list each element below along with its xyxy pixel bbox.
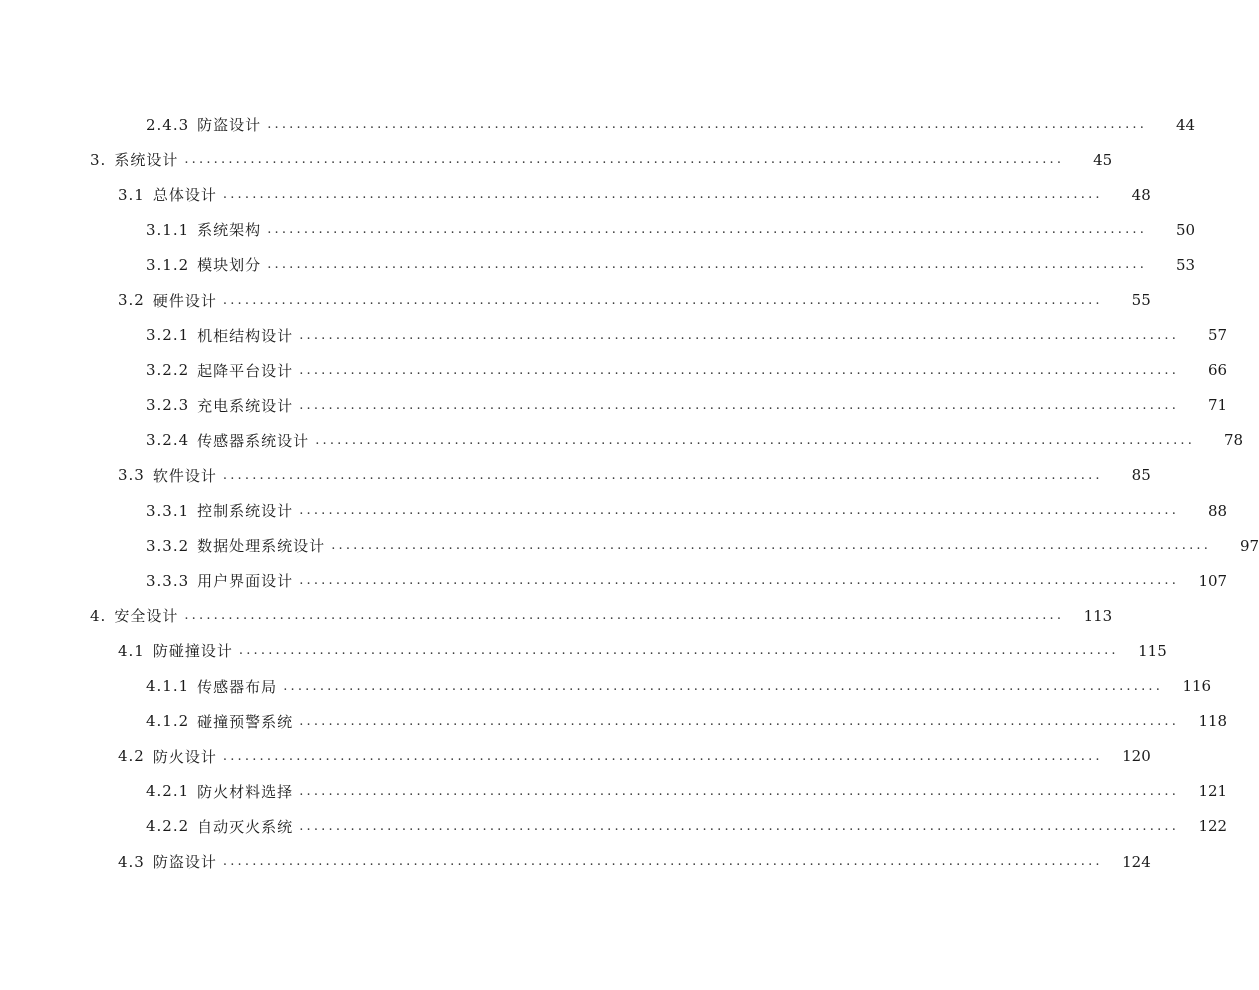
toc-entry-page-number: 107	[1198, 571, 1228, 590]
toc-entry-heading	[118, 290, 217, 311]
toc-dot-leader: ........................................................................................................................	[222, 187, 1103, 203]
toc-entry[interactable]	[0, 212, 1196, 247]
toc-entry[interactable]	[0, 598, 1113, 633]
toc-entry[interactable]	[0, 247, 1196, 282]
toc-entry[interactable]	[0, 633, 1167, 668]
toc-entry-heading	[146, 676, 277, 697]
toc-entry[interactable]	[0, 493, 1228, 528]
toc-entry-heading	[118, 746, 217, 767]
toc-entry-page-number: 66	[1207, 361, 1228, 380]
toc-entry-page-number: 78	[1223, 431, 1244, 450]
toc-entry-page-number: 71	[1207, 396, 1228, 415]
toc-entry-number: 4.3	[118, 852, 145, 871]
toc-entry-title: 用户界面设计	[197, 572, 294, 591]
toc-entry-page-number: 115	[1138, 641, 1167, 660]
toc-entry-heading	[146, 254, 261, 275]
toc-entry-page-number: 120	[1122, 747, 1151, 766]
toc-entry-page-number: 122	[1198, 817, 1228, 836]
toc-entry-page-number: 118	[1198, 712, 1228, 731]
toc-entry-page-number: 45	[1093, 150, 1113, 169]
toc-dot-leader: ........................................................................................................................	[299, 327, 1180, 343]
toc-entry-number: 3.1	[118, 185, 145, 204]
toc-entry-heading	[146, 535, 325, 556]
toc-entry-number: 3.	[90, 150, 107, 169]
toc-entry-title: 防火材料选择	[197, 782, 294, 801]
toc-entry-page-number: 44	[1175, 115, 1196, 134]
toc-entry-title: 软件设计	[152, 466, 217, 485]
toc-entry-page-number: 85	[1131, 466, 1151, 485]
toc-dot-leader: ........................................................................................................................	[267, 222, 1148, 238]
toc-entry-page-number: 124	[1122, 852, 1151, 871]
toc-entry-heading	[146, 781, 293, 802]
toc-entry-title: 硬件设计	[152, 291, 217, 310]
toc-dot-leader: ........................................................................................................................	[299, 503, 1180, 519]
toc-entry-heading	[146, 395, 293, 416]
toc-dot-leader: ........................................................................................................................	[315, 432, 1196, 448]
toc-entry-title: 传感器布局	[197, 677, 278, 696]
toc-entry-number: 4.1	[118, 641, 145, 660]
toc-entry[interactable]	[0, 282, 1151, 317]
toc-entry-page-number: 55	[1131, 291, 1151, 310]
toc-entry[interactable]	[0, 458, 1151, 493]
toc-entry-heading	[118, 184, 217, 205]
toc-entry-title: 安全设计	[114, 607, 179, 626]
toc-entry[interactable]	[0, 739, 1151, 774]
toc-entry-heading	[146, 816, 293, 837]
toc-entry-page-number: 121	[1198, 782, 1228, 801]
toc-entry-number: 3.2	[118, 291, 145, 310]
toc-dot-leader: ........................................................................................................................	[222, 748, 1103, 764]
toc-entry-heading	[146, 325, 293, 346]
toc-entry-page-number: 48	[1131, 185, 1151, 204]
toc-entry-title: 系统架构	[197, 221, 262, 240]
toc-entry-number: 3.2.1	[146, 326, 190, 345]
toc-entry-page-number: 116	[1182, 677, 1212, 696]
toc-dot-leader: ........................................................................................................................	[267, 257, 1148, 273]
toc-entry-heading	[146, 360, 293, 381]
toc-entry-heading	[146, 500, 293, 521]
toc-entry-number: 3.2.3	[146, 396, 190, 415]
toc-entry-number: 3.3	[118, 466, 145, 485]
toc-entry[interactable]	[0, 142, 1113, 177]
toc-dot-leader: ........................................................................................................................	[184, 152, 1065, 168]
toc-dot-leader: ........................................................................................................................	[299, 713, 1180, 729]
toc-entry-page-number: 97	[1239, 536, 1259, 555]
toc-entry-number: 4.1.2	[146, 712, 190, 731]
toc-dot-leader: ........................................................................................................................	[222, 292, 1103, 308]
toc-entry-heading	[146, 570, 293, 591]
toc-entry-title: 防碰撞设计	[152, 642, 233, 661]
toc-entry[interactable]	[0, 844, 1151, 879]
table-of-contents	[0, 107, 1259, 879]
toc-dot-leader: ........................................................................................................................	[299, 573, 1180, 589]
toc-entry-title: 数据处理系统设计	[197, 537, 326, 556]
toc-entry[interactable]	[0, 528, 1259, 563]
toc-entry-number: 4.	[90, 606, 107, 625]
toc-entry-number: 4.2.1	[146, 782, 190, 801]
toc-entry-heading	[146, 711, 293, 732]
toc-entry-heading	[146, 430, 309, 451]
toc-dot-leader: ........................................................................................................................	[184, 608, 1065, 624]
toc-entry-title: 总体设计	[152, 186, 217, 205]
toc-entry-title: 防盗设计	[197, 116, 262, 135]
toc-dot-leader: ........................................................................................................................	[331, 538, 1212, 554]
toc-entry[interactable]	[0, 353, 1228, 388]
toc-entry-title: 机柜结构设计	[197, 326, 294, 345]
toc-dot-leader: ........................................................................................................................	[283, 678, 1164, 694]
toc-entry-number: 3.3.1	[146, 501, 190, 520]
toc-entry[interactable]	[0, 774, 1228, 809]
toc-entry-heading	[90, 605, 178, 626]
toc-entry-number: 4.2	[118, 747, 145, 766]
toc-entry-title: 传感器系统设计	[197, 431, 310, 450]
toc-entry-page-number: 57	[1207, 326, 1228, 345]
toc-entry[interactable]	[0, 809, 1228, 844]
toc-entry-number: 4.2.2	[146, 817, 190, 836]
toc-dot-leader: ........................................................................................................................	[299, 783, 1180, 799]
toc-dot-leader: ........................................................................................................................	[299, 818, 1180, 834]
toc-entry-number: 3.1.1	[146, 220, 190, 239]
toc-entry-number: 3.2.4	[146, 431, 190, 450]
toc-entry-title: 自动灭火系统	[197, 817, 294, 836]
toc-entry-page-number: 88	[1207, 501, 1228, 520]
toc-entry-title: 模块划分	[197, 256, 262, 275]
toc-entry-heading	[118, 640, 233, 661]
toc-entry-number: 3.3.3	[146, 571, 190, 590]
toc-entry[interactable]	[0, 318, 1228, 353]
toc-dot-leader: ........................................................................................................................	[238, 643, 1119, 659]
toc-entry-title: 系统设计	[114, 151, 179, 170]
toc-entry-page-number: 53	[1175, 255, 1196, 274]
toc-dot-leader: ........................................................................................................................	[299, 362, 1180, 378]
toc-entry-number: 3.1.2	[146, 255, 190, 274]
toc-entry-title: 碰撞预警系统	[197, 712, 294, 731]
toc-dot-leader: ........................................................................................................................	[299, 397, 1180, 413]
toc-entry[interactable]	[0, 563, 1228, 598]
toc-dot-leader: ........................................................................................................................	[222, 854, 1103, 870]
toc-entry-title: 防盗设计	[152, 853, 217, 872]
toc-entry-number: 4.1.1	[146, 677, 190, 696]
toc-entry-title: 充电系统设计	[197, 396, 294, 415]
toc-entry-title: 防火设计	[152, 747, 217, 766]
toc-entry-number: 2.4.3	[146, 115, 190, 134]
toc-entry-heading	[90, 149, 178, 170]
toc-entry-title: 控制系统设计	[197, 502, 294, 521]
toc-entry-page-number: 113	[1083, 606, 1113, 625]
toc-entry-title: 起降平台设计	[197, 361, 294, 380]
toc-dot-leader: ........................................................................................................................	[267, 117, 1148, 133]
toc-entry[interactable]	[0, 177, 1151, 212]
toc-entry-page-number: 50	[1175, 220, 1196, 239]
toc-entry-number: 3.2.2	[146, 361, 190, 380]
toc-entry[interactable]	[0, 704, 1228, 739]
toc-entry-heading	[146, 219, 261, 240]
toc-entry-number: 3.3.2	[146, 536, 190, 555]
toc-dot-leader: ........................................................................................................................	[222, 467, 1103, 483]
toc-entry[interactable]	[0, 669, 1212, 704]
toc-entry-heading	[118, 465, 217, 486]
toc-entry-heading	[118, 851, 217, 872]
toc-entry-heading	[146, 114, 261, 135]
toc-entry[interactable]	[0, 423, 1244, 458]
toc-entry[interactable]	[0, 388, 1228, 423]
toc-entry[interactable]	[0, 107, 1196, 142]
